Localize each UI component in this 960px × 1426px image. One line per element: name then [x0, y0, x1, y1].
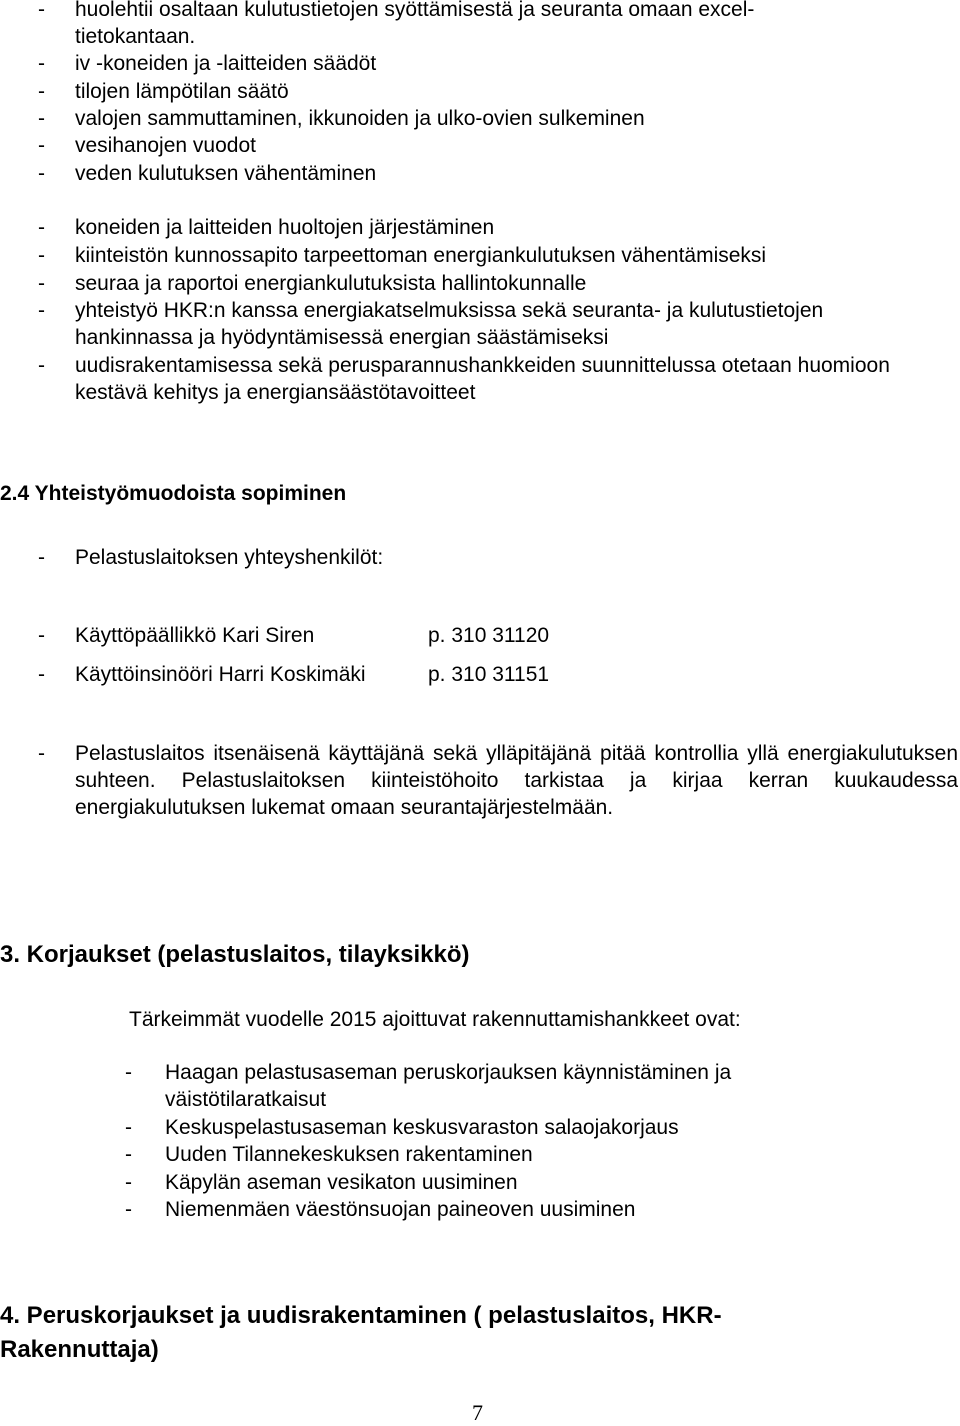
section-heading: 2.4 Yhteistyömuodoista sopiminen	[0, 482, 347, 505]
page-number: 7	[472, 1400, 483, 1425]
list-item-text: Keskuspelastusaseman keskusvaraston salaojakorjaus	[165, 1116, 679, 1139]
bullet-dash: -	[38, 0, 45, 21]
contact-row	[38, 661, 738, 688]
bullet-dash: -	[38, 52, 45, 75]
bullet-dash: -	[38, 299, 45, 322]
bullet-dash: -	[38, 546, 45, 569]
bullet-dash: -	[125, 1116, 132, 1139]
bullet-dash: -	[38, 162, 45, 185]
bullet-dash: -	[38, 663, 45, 686]
list-item-text: huolehtii osaltaan kulutustietojen syöttämisestä ja seuranta omaan excel-tietokantaan.	[75, 0, 755, 48]
bullet-dash: -	[38, 134, 45, 157]
bullet-dash: -	[38, 80, 45, 103]
bullet-dash: -	[38, 624, 45, 647]
list-item-text: Haagan pelastusaseman peruskorjauksen käynnistäminen ja väistötilaratkaisut	[165, 1061, 732, 1111]
list-item-text: vesihanojen vuodot	[75, 134, 256, 157]
bullet-dash: -	[125, 1171, 132, 1194]
bullet-dash: -	[125, 1143, 132, 1166]
bullet-dash: -	[38, 216, 45, 239]
section-intro: Tärkeimmät vuodelle 2015 ajoittuvat rakennuttamishankkeet ovat:	[129, 1008, 741, 1031]
list-item-text: valojen sammuttaminen, ikkunoiden ja ulko-ovien sulkeminen	[75, 107, 645, 130]
section-heading: 3. Korjaukset (pelastuslaitos, tilayksikkö)	[0, 941, 470, 968]
list-item-text: Käpylän aseman vesikaton uusiminen	[165, 1171, 518, 1194]
list-item-text: seuraa ja raportoi energiankulutuksista hallintokunnalle	[75, 272, 587, 295]
list-item-text: Uuden Tilannekeskuksen rakentaminen	[165, 1143, 533, 1166]
contact-phone: p. 310 31151	[428, 663, 550, 686]
bullet-dash: -	[125, 1061, 132, 1084]
bullet-dash: -	[38, 272, 45, 295]
contact-phone: p. 310 31120	[428, 624, 550, 647]
bullet-dash: -	[38, 244, 45, 267]
contact-row	[38, 622, 738, 649]
contacts-intro-text: Pelastuslaitoksen yhteyshenkilöt:	[75, 546, 384, 569]
bullet-dash: -	[38, 742, 45, 765]
section-heading: 4. Peruskorjaukset ja uudisrakentaminen ( pelastuslaitos, HKR-Rakennuttaja)	[0, 1302, 722, 1363]
paragraph-text: Pelastuslaitos itsenäisenä käyttäjänä sekä ylläpitäjänä pitää kontrollia yllä energiakulutuksen suhteen. Pelastuslaitoksen kiinteistöhoito tarkistaa ja kirjaa kerran kuukaudessa energiakulutuksen lukemat omaan seurantajärjestelmään.	[75, 742, 958, 819]
list-item-text: yhteistyö HKR:n kanssa energiakatselmuksissa sekä seuranta- ja kulutustietojen hankinnassa ja hyödyntämisessä energian säästämiseksi	[75, 299, 824, 349]
bullet-dash: -	[38, 107, 45, 130]
list-item-text: tilojen lämpötilan säätö	[75, 80, 289, 103]
contact-name: Käyttöpäällikkö Kari Siren	[75, 624, 315, 647]
list-item-text: Niemenmäen väestönsuojan paineoven uusiminen	[165, 1198, 636, 1221]
list-item-text: kiinteistön kunnossapito tarpeettoman energiankulutuksen vähentämiseksi	[75, 244, 767, 267]
contact-name: Käyttöinsinööri Harri Koskimäki	[75, 663, 366, 686]
list-item-text: iv -koneiden ja -laitteiden säädöt	[75, 52, 377, 75]
bullet-dash: -	[38, 354, 45, 377]
list-item-text: veden kulutuksen vähentäminen	[75, 162, 377, 185]
bullet-dash: -	[125, 1198, 132, 1221]
list-item-text: koneiden ja laitteiden huoltojen järjestäminen	[75, 216, 495, 239]
list-item-text: uudisrakentamisessa sekä perusparannushankkeiden suunnittelussa otetaan huomioon kestävä kehitys ja energiansäästötavoitteet	[75, 354, 890, 404]
